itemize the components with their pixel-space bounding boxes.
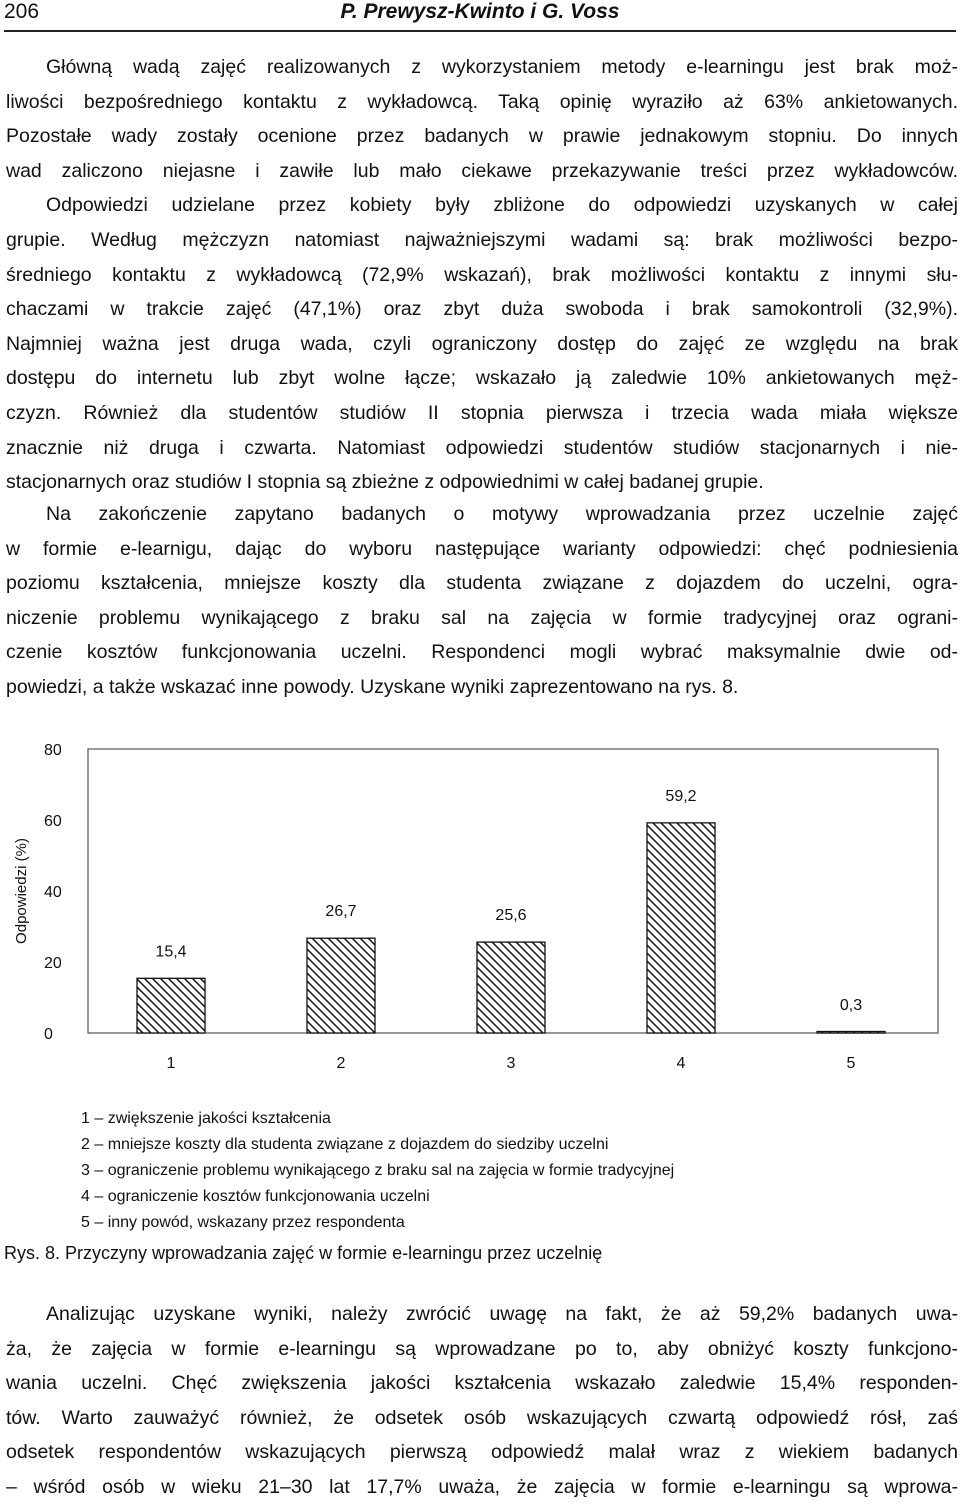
text-line: wania uczelni. Chęć zwiększenia jakości kształcenia wskazało zaledwie 15,4% responden- <box>6 1372 958 1395</box>
y-tick-label: 80 <box>44 742 62 759</box>
text-line: czyzn. Również dla studentów studiów II stopnia pierwsza i trzecia wada miała większe <box>6 401 958 424</box>
legend-item: 3 – ograniczenie problemu wynikającego z braku sal na zajęcia w formie tradycyjnej <box>81 1162 675 1179</box>
y-tick-label: 20 <box>44 955 62 972</box>
bar <box>647 823 715 1033</box>
text-line: dostępu do internetu lub zbyt wolne łącze; wskazało ją zaledwie 10% ankietowanych męż- <box>6 367 958 390</box>
bar <box>137 978 205 1033</box>
data-label: 0,3 <box>839 996 863 1014</box>
legend-item: 1 – zwiększenie jakości kształcenia <box>81 1110 331 1127</box>
data-label: 15,4 <box>155 943 187 961</box>
bar-chart <box>0 730 960 1090</box>
y-tick-labels <box>44 742 62 1043</box>
text-line: grupie. Według mężczyzn natomiast najważniejszymi wadami są: brak możliwości bezpo- <box>6 228 958 251</box>
figure-caption: Rys. 8. Przyczyny wprowadzania zajęć w formie e-learningu przez uczelnię <box>4 1243 603 1263</box>
legend-item: 4 – ograniczenie kosztów funkcjonowania uczelni <box>81 1188 430 1205</box>
x-tick-label: 3 <box>506 1055 516 1072</box>
paragraph-1 <box>6 50 958 500</box>
text-line: średniego kontaktu z wykładowcą (72,9% wskazań), brak możliwości kontaktu z innymi słu- <box>6 263 958 286</box>
text-line: powiedzi, a także wskazać inne powody. Uzyskane wyniki zaprezentowano na rys. 8. <box>6 675 739 698</box>
text-line: niczenie problemu wynikającego z braku sal na zajęcia w formie tradycyjnej oraz ograni- <box>6 606 958 629</box>
x-tick-label: 1 <box>166 1055 176 1072</box>
y-tick-label: 60 <box>44 813 62 830</box>
text-line: chaczami w trakcie zajęć (47,1%) oraz zbyt duża swoboda i brak samokontroli (32,9%). <box>6 298 958 321</box>
bar <box>817 1032 885 1034</box>
page-number: 206 <box>4 0 40 23</box>
x-tick-label: 4 <box>676 1055 686 1072</box>
text-line: Najmniej ważna jest druga wada, czyli ograniczony dostęp do zajęć ze względu na brak <box>6 332 958 355</box>
paragraph-2 <box>6 497 958 705</box>
data-label: 26,7 <box>325 903 357 921</box>
y-tick-label: 40 <box>44 884 62 901</box>
text-line: ża, że zajęcia w formie e-learningu są wprowadzane po to, aby obniżyć koszty funkcjono- <box>6 1337 958 1360</box>
chart-legend <box>81 1106 674 1236</box>
text-line: stacjonarnych oraz studiów I stopnia są zbieżne z odpowiednimi w całej badanej grupie. <box>6 471 764 494</box>
legend-item: 2 – mniejsze koszty dla studenta związane z dojazdem do siedziby uczelni <box>81 1136 609 1153</box>
bar <box>307 938 375 1033</box>
text-line: znacznie niż druga i czwarta. Natomiast odpowiedzi studentów studiów stacjonarnych i nie- <box>6 436 958 459</box>
y-axis-label: Odpowiedzi (%) <box>13 838 30 944</box>
text-line: Na zakończenie zapytano badanych o motywy wprowadzania przez uczelnie zajęć <box>46 503 958 525</box>
text-line: wad zaliczono niejasne i zawiłe lub mało ciekawe przekazywanie treści przez wykładowców. <box>6 159 958 182</box>
text-line: liwości bezpośredniego kontaktu z wykładowcą. Taką opinię wyraziło aż 63% ankietowanych. <box>6 90 958 113</box>
text-line: tów. Warto zauważyć również, że odsetek osób wskazujących czwartą odpowiedź rósł, zaś <box>6 1406 958 1429</box>
x-tick-label: 5 <box>846 1055 856 1072</box>
legend-item: 5 – inny powód, wskazany przez respondenta <box>81 1214 405 1231</box>
text-line: – wśród osób w wieku 21–30 lat 17,7% uważa, że zajęcia w formie e-learningu są wprowa- <box>6 1475 958 1498</box>
data-label: 25,6 <box>495 907 527 925</box>
text-line: w formie e-learnigu, dając do wyboru następujące warianty odpowiedzi: chęć podniesienia <box>6 537 958 560</box>
text-line: odsetek respondentów wskazujących pierwszą odpowiedź malał wraz z wiekiem badanych <box>6 1441 958 1464</box>
text-line: Odpowiedzi udzielane przez kobiety były zbliżone do odpowiedzi uzyskanych w całej <box>46 194 958 217</box>
paragraph-3 <box>6 1297 958 1505</box>
text-line: poziomu kształcenia, mniejsze koszty dla studenta związane z dojazdem do uczelni, ogra- <box>6 572 958 595</box>
y-tick-label: 0 <box>44 1026 53 1043</box>
x-tick-label: 2 <box>336 1055 346 1072</box>
page-header <box>4 0 956 32</box>
data-label: 59,2 <box>665 787 697 805</box>
bar <box>477 942 545 1033</box>
text-line: Analizując uzyskane wyniki, należy zwrócić uwagę na fakt, że aż 59,2% badanych uwa- <box>46 1303 958 1325</box>
x-tick-labels <box>167 1055 856 1072</box>
text-line: Pozostałe wady zostały ocenione przez badanych w prawie jednakowym stopniu. Do innych <box>6 125 958 148</box>
running-head: P. Prewysz-Kwinto i G. Voss <box>340 0 620 23</box>
text-line: Główną wadą zajęć realizowanych z wykorzystaniem metody e-learningu jest brak moż- <box>46 56 958 78</box>
text-line: czenie kosztów funkcjonowania uczelni. Respondenci mogli wybrać maksymalnie dwie od- <box>6 641 958 664</box>
